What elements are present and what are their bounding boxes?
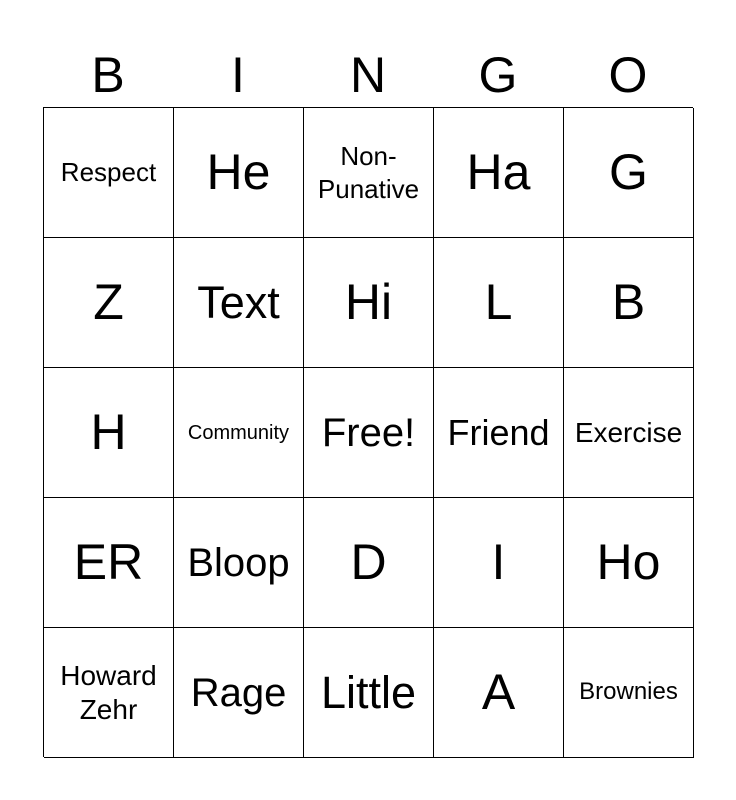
bingo-cell: G	[564, 108, 694, 238]
bingo-cell: Friend	[434, 368, 564, 498]
bingo-cell: Respect	[44, 108, 174, 238]
header-letter-i: I	[231, 47, 245, 103]
bingo-cell: Text	[174, 238, 304, 368]
header-letter-o: O	[608, 47, 648, 103]
bingo-cell: Exercise	[564, 368, 694, 498]
bingo-cell: H	[44, 368, 174, 498]
bingo-cell: Z	[44, 238, 174, 368]
bingo-cell: Ha	[434, 108, 564, 238]
bingo-cell: B	[564, 238, 694, 368]
bingo-cell: He	[174, 108, 304, 238]
header-letter-g: G	[478, 47, 518, 103]
bingo-cell: L	[434, 238, 564, 368]
bingo-cell: Non- Punative	[304, 108, 434, 238]
bingo-board	[43, 107, 693, 757]
header-letter-n: N	[349, 47, 387, 103]
bingo-cell: Community	[174, 368, 304, 498]
header-letter-b: B	[91, 47, 125, 103]
bingo-cell: A	[434, 628, 564, 758]
bingo-cell: D	[304, 498, 434, 628]
bingo-cell: Bloop	[174, 498, 304, 628]
bingo-cell: I	[434, 498, 564, 628]
bingo-cell: Rage	[174, 628, 304, 758]
bingo-cell: Ho	[564, 498, 694, 628]
bingo-cell-free: Free!	[304, 368, 434, 498]
bingo-cell: Little	[304, 628, 434, 758]
bingo-cell: ER	[44, 498, 174, 628]
bingo-cell: Howard Zehr	[44, 628, 174, 758]
bingo-header	[43, 42, 693, 108]
bingo-cell: Brownies	[564, 628, 694, 758]
bingo-cell: Hi	[304, 238, 434, 368]
